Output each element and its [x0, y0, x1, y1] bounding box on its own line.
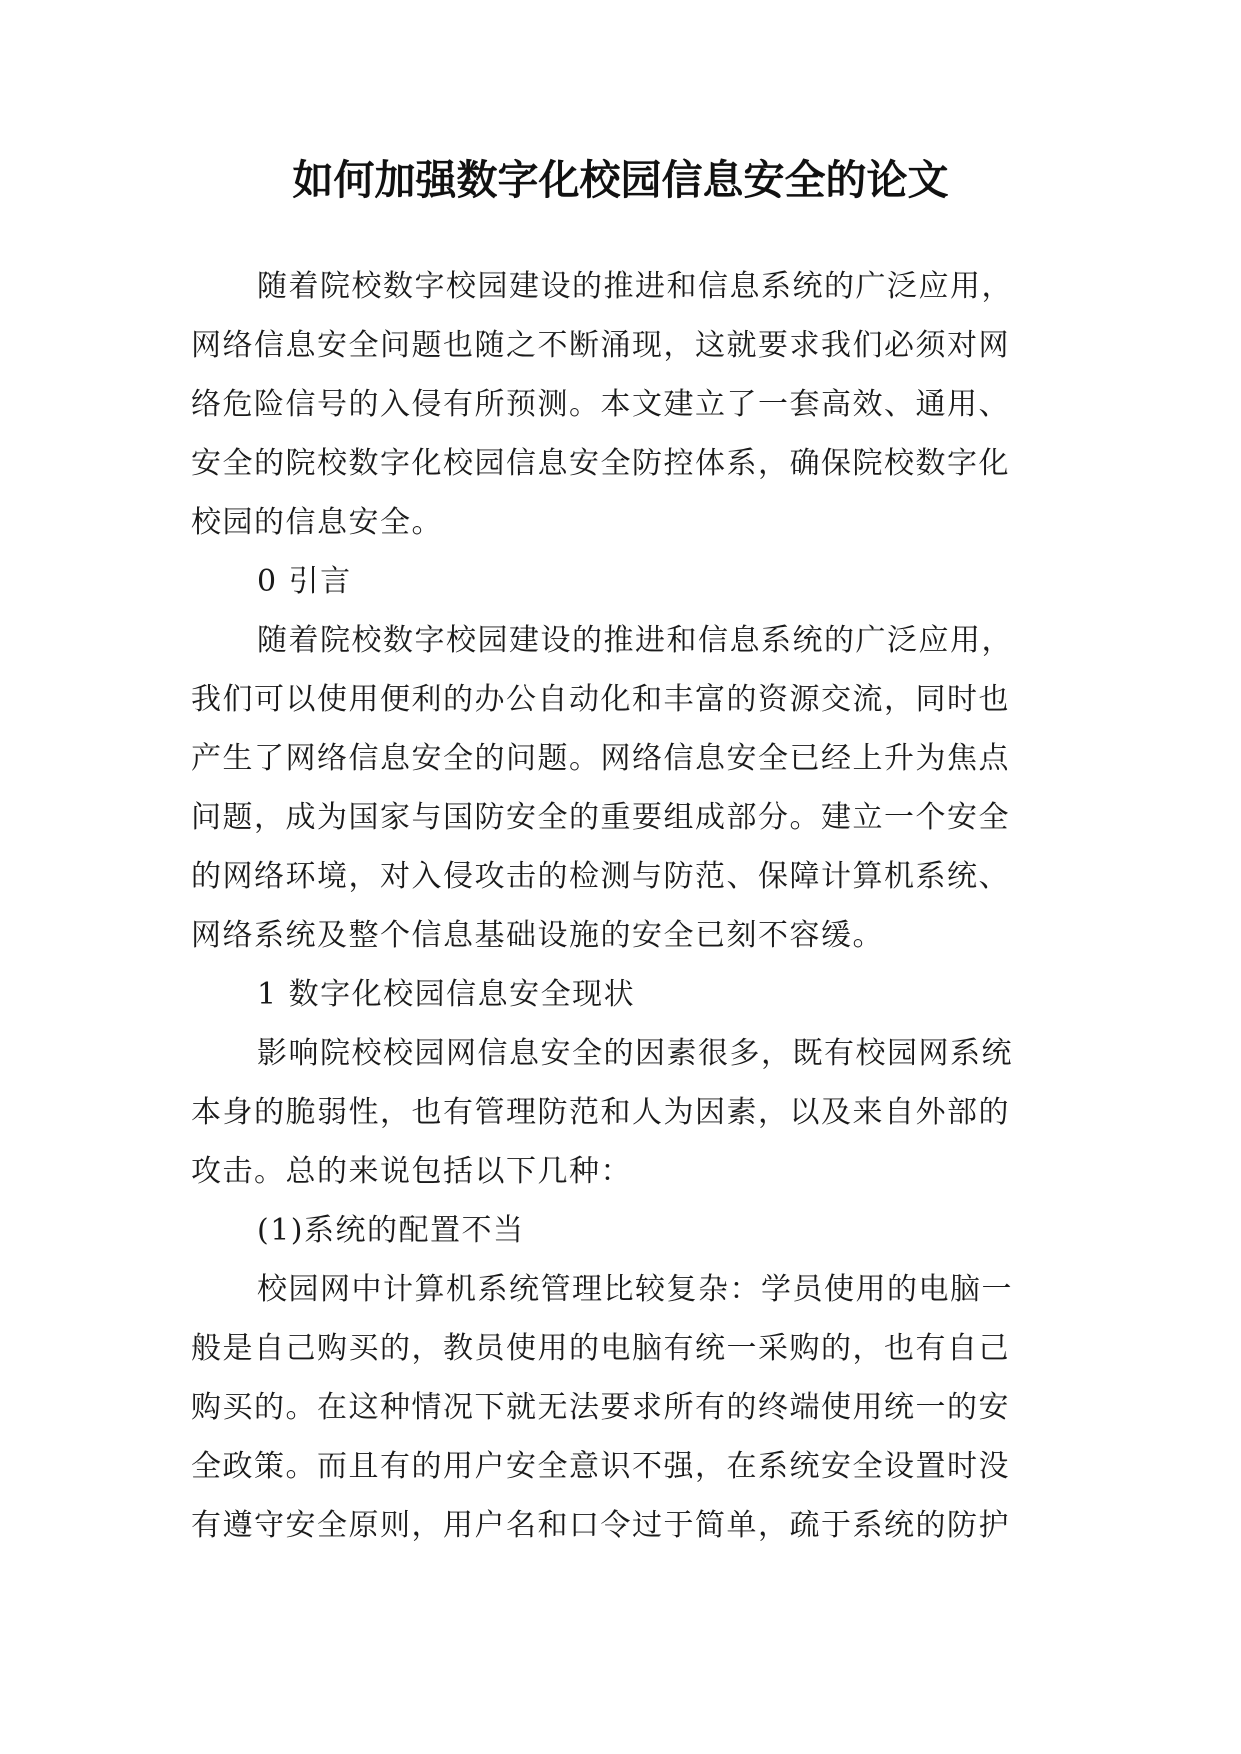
text-line: 的网络环境，对入侵攻击的检测与防范、保障计算机系统、: [191, 859, 1010, 894]
text-line: 安全的院校数字化校园信息安全防控体系，确保院校数字化: [191, 446, 1010, 481]
section-heading: 1 数字化校园信息安全现状: [257, 977, 636, 1012]
text-line: 随着院校数字校园建设的推进和信息系统的广泛应用，: [257, 269, 1013, 304]
text-line: 攻击。总的来说包括以下几种：: [191, 1154, 632, 1189]
text-line: 影响院校校园网信息安全的因素很多，既有校园网系统: [257, 1036, 1013, 1071]
text-line: 络危险信号的入侵有所预测。本文建立了一套高效、通用、: [191, 387, 1010, 422]
document-body: [191, 257, 1061, 1555]
section-heading: 0 引言: [257, 564, 352, 599]
text-line: 校园网中计算机系统管理比较复杂：学员使用的电脑一: [257, 1272, 1013, 1307]
text-line: 随着院校数字校园建设的推进和信息系统的广泛应用，: [257, 623, 1013, 658]
text-line: 产生了网络信息安全的问题。网络信息安全已经上升为焦点: [191, 741, 1010, 776]
text-line: 购买的。在这种情况下就无法要求所有的终端使用统一的安: [191, 1390, 1010, 1425]
text-line: 般是自己购买的，教员使用的电脑有统一采购的，也有自己: [191, 1331, 1010, 1366]
text-line: 全政策。而且有的用户安全意识不强，在系统安全设置时没: [191, 1449, 1010, 1484]
text-line: 有遵守安全原则，用户名和口令过于简单，疏于系统的防护: [191, 1508, 1010, 1543]
text-line: 我们可以使用便利的办公自动化和丰富的资源交流，同时也: [191, 682, 1010, 717]
subsection-heading: (1)系统的配置不当: [257, 1213, 525, 1248]
text-line: 问题，成为国家与国防安全的重要组成部分。建立一个安全: [191, 800, 1010, 835]
text-line: 网络信息安全问题也随之不断涌现，这就要求我们必须对网: [191, 328, 1010, 363]
text-line: 本身的脆弱性，也有管理防范和人为因素，以及来自外部的: [191, 1095, 1010, 1130]
text-line: 网络系统及整个信息基础设施的安全已刻不容缓。: [191, 918, 884, 953]
text-line: 校园的信息安全。: [191, 505, 443, 540]
document-title: 如何加强数字化校园信息安全的论文: [292, 156, 949, 204]
